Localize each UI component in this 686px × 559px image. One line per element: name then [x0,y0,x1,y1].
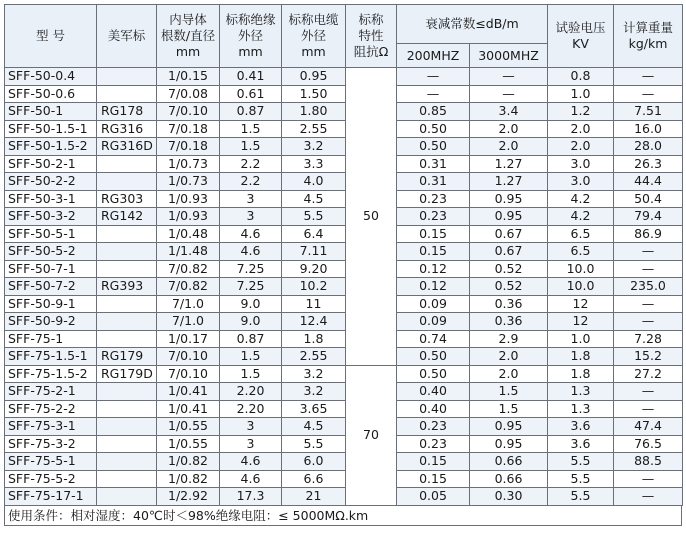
insulation-od-cell: 4.6 [220,243,282,261]
insulation-od-cell: 0.87 [220,103,282,121]
header-impedance-line: 特性 [358,28,384,43]
test-voltage-cell: 2.0 [548,120,614,138]
header-cable-od [282,5,346,68]
weight-cell: 28.0 [614,138,683,156]
insulation-od-cell: 1.5 [220,365,282,383]
attenuation-3000-cell: 1.27 [470,155,548,173]
test-voltage-cell: 3.6 [548,418,614,436]
model-cell: SFF-50-3-2 [5,208,97,226]
header-model: 型 号 [5,5,97,68]
cable-od-cell: 4.5 [282,190,346,208]
insulation-od-cell: 7.25 [220,260,282,278]
model-cell: SFF-50-9-1 [5,295,97,313]
attenuation-200-cell: 0.15 [397,243,470,261]
weight-cell: 235.0 [614,278,683,296]
header-insulation-od [220,5,282,68]
conductor-cell: 7/1.0 [157,295,220,313]
weight-cell: — [614,243,683,261]
test-voltage-cell: 1.2 [548,103,614,121]
attenuation-200-cell: 0.40 [397,400,470,418]
cable-od-cell: 2.55 [282,120,346,138]
attenuation-3000-cell: 3.4 [470,103,548,121]
attenuation-200-cell: 0.12 [397,278,470,296]
conductor-cell: 1/1.48 [157,243,220,261]
impedance-cell: 50 [346,68,397,366]
mil-standard-cell: RG303 [97,190,157,208]
table-row [5,330,683,348]
weight-cell: — [614,400,683,418]
table-row [5,488,683,506]
attenuation-200-cell: 0.50 [397,348,470,366]
header-impedance-line: 标称 [358,12,384,27]
cable-od-cell: 4.0 [282,173,346,191]
insulation-od-cell: 2.2 [220,173,282,191]
attenuation-3000-cell: 0.36 [470,313,548,331]
cable-od-cell: 6.4 [282,225,346,243]
test-voltage-cell: 4.2 [548,190,614,208]
weight-cell: 86.9 [614,225,683,243]
header-voltage-line: 试验电压 [555,20,606,35]
weight-cell: 26.3 [614,155,683,173]
table-row [5,85,683,103]
header-attenuation: 衰减常数≤dB/m [397,5,548,44]
attenuation-3000-cell: 0.36 [470,295,548,313]
header-conductor-line: 内导体 [169,12,207,27]
attenuation-3000-cell: 1.27 [470,173,548,191]
attenuation-3000-cell: 0.30 [470,488,548,506]
mil-standard-cell [97,330,157,348]
cable-od-cell: 12.4 [282,313,346,331]
weight-cell: — [614,260,683,278]
cable-od-cell: 1.80 [282,103,346,121]
attenuation-200-cell: 0.40 [397,383,470,401]
weight-cell: 15.2 [614,348,683,366]
weight-cell: 88.5 [614,453,683,471]
header-insulation-unit: mm [238,44,263,59]
model-cell: SFF-50-1.5-2 [5,138,97,156]
model-cell: SFF-50-0.6 [5,85,97,103]
attenuation-3000-cell: 2.0 [470,348,548,366]
test-voltage-cell: 5.5 [548,453,614,471]
model-cell: SFF-75-2-1 [5,383,97,401]
table-row [5,400,683,418]
table-row [5,435,683,453]
mil-standard-cell: RG179 [97,348,157,366]
cable-od-cell: 21 [282,488,346,506]
table-row [5,190,683,208]
attenuation-3000-cell: 0.95 [470,208,548,226]
attenuation-200-cell: 0.85 [397,103,470,121]
table-row [5,155,683,173]
weight-cell: 27.2 [614,365,683,383]
insulation-od-cell: 9.0 [220,313,282,331]
mil-standard-cell [97,243,157,261]
mil-standard-cell: RG393 [97,278,157,296]
table-row [5,103,683,121]
insulation-od-cell: 0.61 [220,85,282,103]
conductor-cell: 7/0.10 [157,348,220,366]
test-voltage-cell: 3.0 [548,155,614,173]
conductor-cell: 1/0.55 [157,435,220,453]
attenuation-3000-cell: 0.66 [470,453,548,471]
model-cell: SFF-75-1.5-2 [5,365,97,383]
table-header [5,5,683,68]
attenuation-3000-cell: — [470,68,548,86]
mil-standard-cell [97,225,157,243]
conductor-cell: 1/0.73 [157,155,220,173]
attenuation-200-cell: 0.31 [397,173,470,191]
mil-standard-cell [97,418,157,436]
attenuation-200-cell: 0.15 [397,470,470,488]
conductor-cell: 1/0.93 [157,208,220,226]
model-cell: SFF-75-1.5-1 [5,348,97,366]
header-insulation-line: 外径 [237,28,263,43]
table-row [5,260,683,278]
test-voltage-cell: 10.0 [548,278,614,296]
header-attenuation-3000mhz: 3000MHZ [470,44,548,68]
insulation-od-cell: 0.87 [220,330,282,348]
attenuation-200-cell: 0.12 [397,260,470,278]
mil-standard-cell [97,488,157,506]
conductor-cell: 1/0.48 [157,225,220,243]
insulation-od-cell: 4.6 [220,470,282,488]
insulation-od-cell: 3 [220,208,282,226]
mil-standard-cell: RG316D [97,138,157,156]
table-row [5,365,683,383]
model-cell: SFF-50-1 [5,103,97,121]
attenuation-200-cell: 0.15 [397,225,470,243]
weight-cell: 44.4 [614,173,683,191]
header-test-voltage [548,5,614,68]
header-cable-od-line: 外径 [300,28,326,43]
table-row [5,295,683,313]
test-voltage-cell: 1.8 [548,365,614,383]
table-row [5,225,683,243]
model-cell: SFF-75-5-1 [5,453,97,471]
conductor-cell: 7/1.0 [157,313,220,331]
attenuation-200-cell: 0.50 [397,138,470,156]
cable-od-cell: 6.6 [282,470,346,488]
conductor-cell: 1/0.82 [157,453,220,471]
conductor-cell: 1/0.55 [157,418,220,436]
model-cell: SFF-50-2-2 [5,173,97,191]
insulation-od-cell: 4.6 [220,453,282,471]
insulation-od-cell: 1.5 [220,138,282,156]
mil-standard-cell [97,155,157,173]
mil-standard-cell [97,68,157,86]
conductor-cell: 7/0.82 [157,278,220,296]
mil-standard-cell [97,295,157,313]
model-cell: SFF-50-7-2 [5,278,97,296]
cable-od-cell: 9.20 [282,260,346,278]
mil-standard-cell [97,260,157,278]
header-cable-od-line: 标称电缆 [288,12,339,27]
mil-standard-cell: RG316 [97,120,157,138]
table-row [5,138,683,156]
cable-od-cell: 4.5 [282,418,346,436]
table-row [5,470,683,488]
cable-od-cell: 7.11 [282,243,346,261]
mil-standard-cell: RG179D [97,365,157,383]
test-voltage-cell: 12 [548,295,614,313]
weight-cell: — [614,295,683,313]
test-voltage-cell: 3.0 [548,173,614,191]
insulation-od-cell: 2.20 [220,383,282,401]
header-insulation-line: 标称绝缘 [225,12,276,27]
model-cell: SFF-50-9-2 [5,313,97,331]
cable-od-cell: 1.50 [282,85,346,103]
mil-standard-cell [97,173,157,191]
weight-cell: 16.0 [614,120,683,138]
model-cell: SFF-75-1 [5,330,97,348]
conductor-cell: 1/0.41 [157,400,220,418]
attenuation-3000-cell: 0.67 [470,225,548,243]
spec-sheet [4,4,682,526]
attenuation-3000-cell: 0.95 [470,435,548,453]
model-cell: SFF-50-3-1 [5,190,97,208]
attenuation-3000-cell: 1.5 [470,383,548,401]
insulation-od-cell: 9.0 [220,295,282,313]
attenuation-200-cell: 0.23 [397,208,470,226]
cable-od-cell: 3.3 [282,155,346,173]
usage-conditions-footer: 使用条件：相对湿度：40℃时＜98%绝缘电阻：≤ 5000MΩ.km [4,506,682,526]
header-mil-standard: 美军标 [97,5,157,68]
weight-cell: — [614,85,683,103]
weight-cell: 50.4 [614,190,683,208]
conductor-cell: 1/0.15 [157,68,220,86]
attenuation-3000-cell: 0.95 [470,190,548,208]
weight-cell: — [614,488,683,506]
test-voltage-cell: 10.0 [548,260,614,278]
cable-od-cell: 3.2 [282,365,346,383]
table-row [5,120,683,138]
header-impedance-unit: 阻抗Ω [353,44,389,59]
attenuation-3000-cell: 0.66 [470,470,548,488]
cable-od-cell: 6.0 [282,453,346,471]
model-cell: SFF-50-1.5-1 [5,120,97,138]
insulation-od-cell: 3 [220,435,282,453]
insulation-od-cell: 4.6 [220,225,282,243]
test-voltage-cell: 5.5 [548,470,614,488]
table-row [5,68,683,86]
weight-cell: — [614,68,683,86]
test-voltage-cell: 3.6 [548,435,614,453]
table-row [5,208,683,226]
attenuation-3000-cell: 0.95 [470,418,548,436]
insulation-od-cell: 7.25 [220,278,282,296]
table-row [5,173,683,191]
conductor-cell: 1/0.82 [157,470,220,488]
mil-standard-cell [97,453,157,471]
impedance-cell: 70 [346,365,397,505]
insulation-od-cell: 2.2 [220,155,282,173]
table-row [5,348,683,366]
table-row [5,383,683,401]
mil-standard-cell: RG178 [97,103,157,121]
weight-cell: 79.4 [614,208,683,226]
weight-cell: 7.28 [614,330,683,348]
cable-od-cell: 5.5 [282,208,346,226]
model-cell: SFF-50-5-1 [5,225,97,243]
header-conductor-line: 根数/直径 [160,28,216,43]
mil-standard-cell [97,435,157,453]
model-cell: SFF-75-3-2 [5,435,97,453]
test-voltage-cell: 0.8 [548,68,614,86]
table-row [5,243,683,261]
model-cell: SFF-50-0.4 [5,68,97,86]
mil-standard-cell [97,313,157,331]
insulation-od-cell: 2.20 [220,400,282,418]
weight-cell: — [614,313,683,331]
conductor-cell: 7/0.10 [157,365,220,383]
attenuation-200-cell: 0.50 [397,120,470,138]
model-cell: SFF-50-5-2 [5,243,97,261]
test-voltage-cell: 1.0 [548,85,614,103]
cable-od-cell: 3.2 [282,383,346,401]
model-cell: SFF-75-17-1 [5,488,97,506]
attenuation-200-cell: 0.74 [397,330,470,348]
weight-cell: 47.4 [614,418,683,436]
test-voltage-cell: 6.5 [548,243,614,261]
table-body [5,68,683,506]
insulation-od-cell: 1.5 [220,120,282,138]
header-weight [614,5,683,68]
mil-standard-cell [97,400,157,418]
cable-od-cell: 10.2 [282,278,346,296]
cable-od-cell: 3.65 [282,400,346,418]
table-row [5,418,683,436]
test-voltage-cell: 4.2 [548,208,614,226]
header-conductor [157,5,220,68]
attenuation-200-cell: 0.31 [397,155,470,173]
attenuation-200-cell: 0.23 [397,190,470,208]
attenuation-200-cell: 0.15 [397,453,470,471]
attenuation-3000-cell: — [470,85,548,103]
test-voltage-cell: 6.5 [548,225,614,243]
header-attenuation-200mhz: 200MHZ [397,44,470,68]
mil-standard-cell: RG142 [97,208,157,226]
attenuation-200-cell: — [397,68,470,86]
conductor-cell: 7/0.18 [157,138,220,156]
header-weight-line: 计算重量 [622,20,673,35]
test-voltage-cell: 1.3 [548,383,614,401]
attenuation-200-cell: 0.50 [397,365,470,383]
cable-od-cell: 11 [282,295,346,313]
weight-cell: — [614,383,683,401]
conductor-cell: 7/0.18 [157,120,220,138]
attenuation-3000-cell: 2.0 [470,138,548,156]
header-cable-od-unit: mm [301,44,326,59]
attenuation-200-cell: 0.09 [397,295,470,313]
test-voltage-cell: 2.0 [548,138,614,156]
insulation-od-cell: 17.3 [220,488,282,506]
model-cell: SFF-75-5-2 [5,470,97,488]
conductor-cell: 1/2.92 [157,488,220,506]
cable-od-cell: 3.2 [282,138,346,156]
model-cell: SFF-75-2-2 [5,400,97,418]
attenuation-3000-cell: 0.52 [470,278,548,296]
weight-cell: 7.51 [614,103,683,121]
test-voltage-cell: 1.3 [548,400,614,418]
attenuation-3000-cell: 0.67 [470,243,548,261]
header-conductor-unit: mm [175,44,201,59]
cable-spec-table [4,4,683,506]
conductor-cell: 7/0.08 [157,85,220,103]
cable-od-cell: 1.8 [282,330,346,348]
table-row [5,313,683,331]
attenuation-200-cell: — [397,85,470,103]
model-cell: SFF-75-3-1 [5,418,97,436]
test-voltage-cell: 1.8 [548,348,614,366]
model-cell: SFF-50-2-1 [5,155,97,173]
conductor-cell: 1/0.41 [157,383,220,401]
insulation-od-cell: 3 [220,418,282,436]
mil-standard-cell [97,85,157,103]
model-cell: SFF-50-7-1 [5,260,97,278]
test-voltage-cell: 5.5 [548,488,614,506]
insulation-od-cell: 3 [220,190,282,208]
weight-cell: — [614,470,683,488]
table-row [5,453,683,471]
conductor-cell: 1/0.17 [157,330,220,348]
attenuation-3000-cell: 1.5 [470,400,548,418]
header-voltage-unit: KV [572,36,589,51]
weight-cell: 76.5 [614,435,683,453]
cable-od-cell: 5.5 [282,435,346,453]
attenuation-200-cell: 0.23 [397,435,470,453]
insulation-od-cell: 0.41 [220,68,282,86]
conductor-cell: 7/0.10 [157,103,220,121]
header-weight-unit: kg/km [628,36,668,51]
attenuation-200-cell: 0.09 [397,313,470,331]
attenuation-200-cell: 0.23 [397,418,470,436]
cable-od-cell: 2.55 [282,348,346,366]
mil-standard-cell [97,383,157,401]
attenuation-3000-cell: 2.9 [470,330,548,348]
attenuation-200-cell: 0.05 [397,488,470,506]
attenuation-3000-cell: 2.0 [470,365,548,383]
conductor-cell: 1/0.73 [157,173,220,191]
conductor-cell: 7/0.82 [157,260,220,278]
cable-od-cell: 0.95 [282,68,346,86]
test-voltage-cell: 1.0 [548,330,614,348]
insulation-od-cell: 1.5 [220,348,282,366]
conductor-cell: 1/0.93 [157,190,220,208]
attenuation-3000-cell: 2.0 [470,120,548,138]
mil-standard-cell [97,470,157,488]
header-impedance [346,5,397,68]
table-row [5,278,683,296]
attenuation-3000-cell: 0.52 [470,260,548,278]
test-voltage-cell: 12 [548,313,614,331]
